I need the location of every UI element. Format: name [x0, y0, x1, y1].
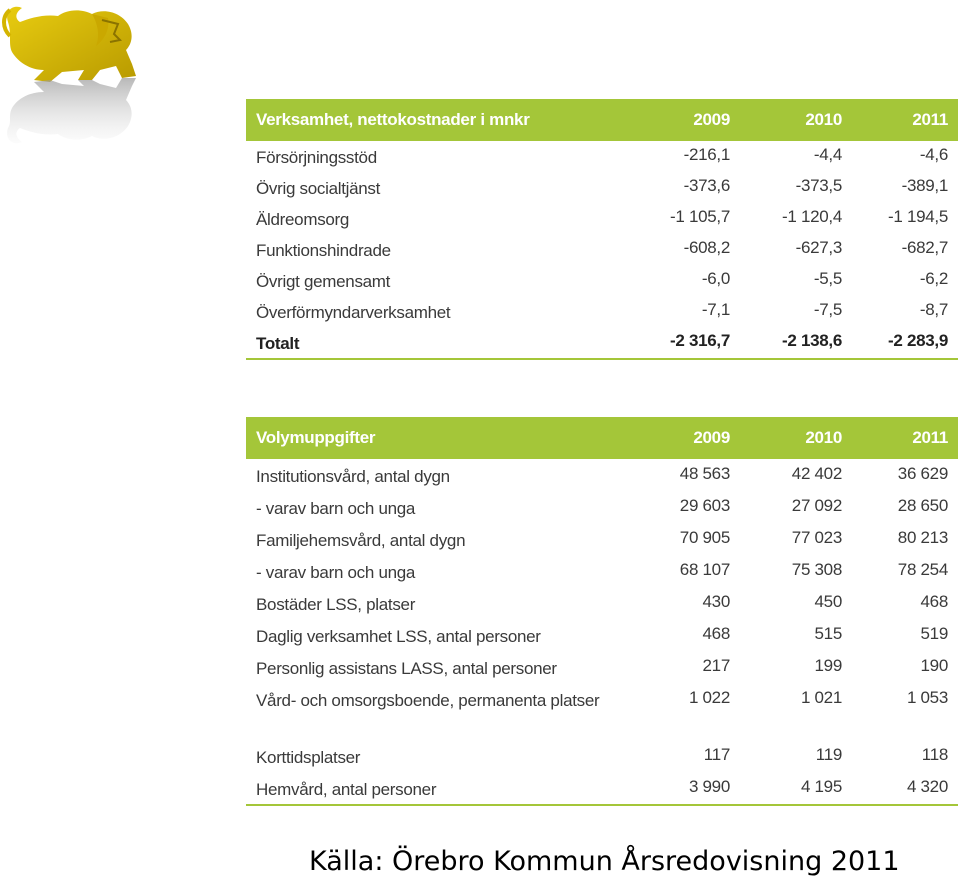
cell-2010: 119 [815, 745, 842, 764]
table-header-row [246, 417, 958, 459]
cell-2010: 4 195 [740, 772, 852, 805]
cell-2010: -1 120,4 [782, 207, 842, 226]
cell-2011: -682,7 [901, 238, 948, 257]
column-header-activity: Verksamhet, nettokostnader i mnkr [246, 99, 630, 141]
row-label: - varav barn och unga [256, 563, 416, 582]
row-label: - varav barn och unga [256, 499, 416, 518]
cell-2009: 1 022 [688, 688, 730, 707]
cell-2010: 27 092 [791, 496, 842, 515]
cell-2010: -627,3 [795, 238, 842, 257]
cell-2011: 519 [920, 624, 948, 643]
net-costs-table [246, 99, 958, 360]
row-label: Vård- och omsorgsboende, permanenta platser [256, 691, 600, 710]
column-header-2009: 2009 [630, 99, 740, 141]
total-row [246, 327, 958, 359]
row-label: Bostäder LSS, platser [256, 595, 416, 614]
table-row [246, 459, 958, 491]
table-row [246, 683, 958, 740]
volume-table [246, 417, 958, 806]
cell-2010: 515 [814, 624, 842, 643]
table-row [246, 772, 958, 805]
table-row [246, 296, 958, 327]
cell-2009: 468 [702, 624, 730, 643]
column-header-2009: 2009 [630, 417, 740, 459]
table-row [246, 141, 958, 172]
row-label: Funktionshindrade [256, 241, 391, 260]
total-2010: -2 138,6 [740, 327, 852, 359]
cell-2011: 78 254 [897, 560, 948, 579]
row-label: Daglig verksamhet LSS, antal personer [256, 627, 541, 646]
cell-2011: 28 650 [897, 496, 948, 515]
column-header-2010: 2010 [740, 99, 852, 141]
cell-2010: -7,5 [813, 300, 842, 319]
cell-2011: 190 [920, 656, 948, 675]
lion-logo-icon [0, 0, 140, 150]
row-label: Institutionsvård, antal dygn [256, 467, 450, 486]
cell-2011: -8,7 [919, 300, 948, 319]
table-row [246, 203, 958, 234]
cell-2011: -389,1 [901, 176, 948, 195]
row-label: Överförmyndarverksamhet [256, 303, 451, 322]
cell-2009: -6,0 [701, 269, 730, 288]
cell-2009: 117 [703, 745, 730, 764]
row-label: Korttidsplatser [256, 748, 361, 767]
row-label: Hemvård, antal personer [246, 772, 630, 805]
total-label: Totalt [246, 327, 630, 359]
row-label: Försörjningsstöd [256, 148, 377, 167]
column-header-volume: Volymuppgifter [246, 417, 630, 459]
cell-2011: 36 629 [897, 464, 948, 483]
row-label: Personlig assistans LASS, antal personer [256, 659, 557, 678]
table-row [246, 740, 958, 772]
cell-2009: -1 105,7 [670, 207, 730, 226]
row-label: Övrig socialtjänst [256, 179, 381, 198]
cell-2011: 468 [920, 592, 948, 611]
cell-2010: 77 023 [791, 528, 842, 547]
cell-2011: 80 213 [897, 528, 948, 547]
column-header-2011: 2011 [852, 99, 958, 141]
row-label: Övrigt gemensamt [256, 272, 391, 291]
column-header-2011: 2011 [852, 417, 958, 459]
cell-2009: 68 107 [679, 560, 730, 579]
table-row [246, 234, 958, 265]
row-label: Familjehemsvård, antal dygn [256, 531, 466, 550]
cell-2010: 1 021 [800, 688, 842, 707]
cell-2011: -1 194,5 [888, 207, 948, 226]
table-header-row [246, 99, 958, 141]
cell-2010: -5,5 [813, 269, 842, 288]
cell-2010: 75 308 [791, 560, 842, 579]
cell-2010: -4,4 [813, 145, 842, 164]
cell-2009: 48 563 [679, 464, 730, 483]
cell-2009: 3 990 [630, 772, 740, 805]
cell-2009: -608,2 [683, 238, 730, 257]
cell-2011: 1 053 [906, 688, 948, 707]
total-2009: -2 316,7 [630, 327, 740, 359]
cell-2010: 450 [814, 592, 842, 611]
cell-2009: 29 603 [679, 496, 730, 515]
cell-2009: -7,1 [701, 300, 730, 319]
cell-2011: -4,6 [919, 145, 948, 164]
cell-2010: 42 402 [791, 464, 842, 483]
table-row [246, 523, 958, 555]
cell-2009: 430 [702, 592, 730, 611]
cell-2010: -373,5 [795, 176, 842, 195]
row-label: Äldreomsorg [256, 210, 350, 229]
cell-2011: -6,2 [919, 269, 948, 288]
cell-2010: 199 [814, 656, 842, 675]
cell-2009: -216,1 [683, 145, 730, 164]
table-row [246, 651, 958, 683]
table-row [246, 619, 958, 651]
table-row [246, 265, 958, 296]
cell-2009: 70 905 [679, 528, 730, 547]
table-row [246, 587, 958, 619]
table-row [246, 491, 958, 523]
cell-2011: 4 320 [852, 772, 958, 805]
cell-2011: 118 [921, 745, 948, 764]
source-caption: Källa: Örebro Kommun Årsredovisning 2011 [309, 846, 900, 877]
cell-2009: -373,6 [683, 176, 730, 195]
column-header-2010: 2010 [740, 417, 852, 459]
cell-2009: 217 [702, 656, 730, 675]
total-2011: -2 283,9 [852, 327, 958, 359]
table-row [246, 172, 958, 203]
table-row [246, 555, 958, 587]
